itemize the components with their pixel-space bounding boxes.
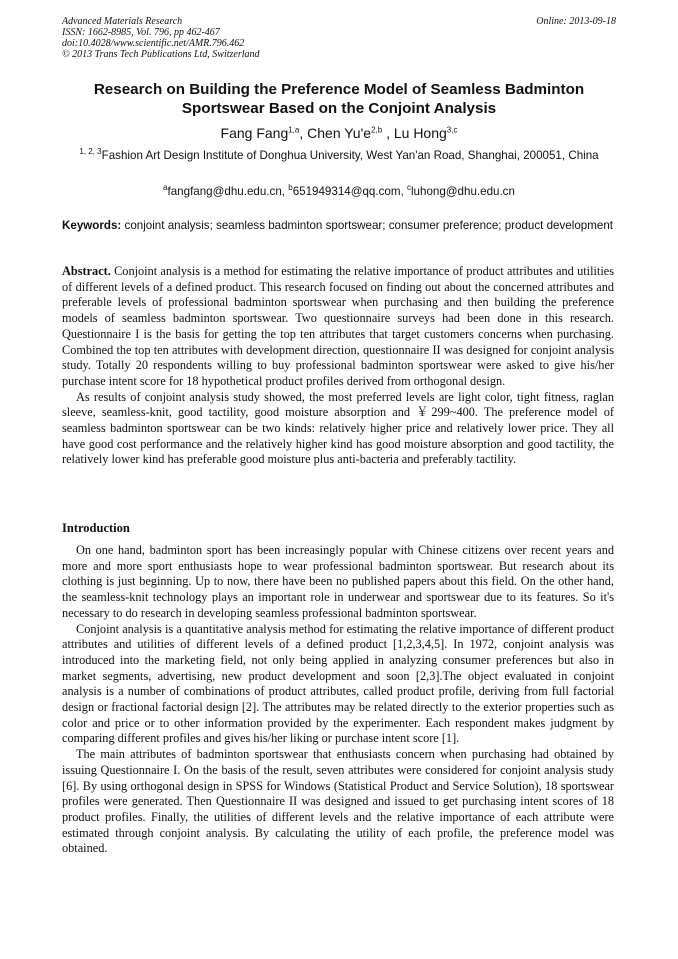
journal-issn: ISSN: 1662-8985, Vol. 796, pp 462-467 [62,27,220,38]
abstract [62,264,614,468]
journal-name: Advanced Materials Research [62,16,183,27]
paper-title: Research on Building the Preference Model of Seamless Badminton Sportswear Based on the Conjoint Analysis [93,81,585,117]
online-date: Online: 2013-09-18 [536,16,616,27]
email-address[interactable]: fangfang@dhu.edu.cn [167,185,282,198]
affiliation-text: Fashion Art Design Institute of Donghua University, West Yan'an Road, Shanghai, 200051, China [101,149,599,162]
email-sup: c [406,183,411,193]
introduction [62,543,614,857]
keywords-label: Keywords: [62,219,122,232]
author-sup: 1,a [288,125,300,135]
abstract-paragraph: Conjoint analysis is a method for estimating the relative importance of product attributes and utilities of different levels of a defined product. This research focused on finding out about the concerned attributes and preferable levels of professional badminton sportswear when purchasing and then building the preference models of seamless badminton sportswear. Two questionnaire surveys had been done in this research. Questionnaire I is the basis for getting the top ten attributes that target customers concerns when purchasing. Combined the top ten attributes with development direction, questionnaire II was designed for conjoint analysis study. Totally 20 respondents willing to buy professional badminton sportswear were asked to give his/her purchase intent score for 18 hypothetical product profiles derived from orthogonal design. [62,264,614,388]
author-name: Fang Fang [220,125,289,141]
email-list: $^a$fangfang@dhu.edu.cn, $^b$651949314@qq.com, $^c$luhong@dhu.edu.cn [163,183,515,198]
abstract-paragraph: As results of conjoint analysis study showed, the most preferred levels are light color, tight fitness, raglan sleeve, seamless-knit, good tactility, good moisture absorption and ￥299~400. The preference model of seamless badminton sportswear can be two kinds: relatively higher price and relatively lower price. They all have good cost performance and the relatively higher kind has good moisture absorption and good tactility, the relatively lower kind has preferable good moisture plus anti-bacteria and preferably tactility. [62,389,614,467]
intro-paragraph: On one hand, badminton sport has been increasingly popular with Chinese citizens over recent years and more and more sport enthusiasts hope to wear professional badminton sportswear. But research about its clothing is just beginning. Up to now, there have been no published papers about this field. On the other hand, the seamless-knit technology plays an important role in underwear and sportswear due to its features. So it's necessary to do research in developing seamless professional badminton sportswear. [62,543,614,620]
email-sup: b [288,183,293,193]
author-sup: 3,c [446,125,458,135]
journal-doi: doi:10.4028/www.scientific.net/AMR.796.462 [62,38,245,49]
keywords-text: conjoint analysis; seamless badminton sportswear; consumer preference; product development [124,219,613,232]
journal-header [62,16,616,60]
author-name: Lu Hong [393,125,447,141]
author-sup: 2,b [371,125,383,135]
author-name: Chen Yu'e [307,125,372,141]
abstract-label: Abstract. [62,264,111,278]
email-address[interactable]: 651949314@qq.com [292,185,401,198]
affiliation-sup: 1, 2, 3 [79,147,102,157]
keywords [62,218,614,234]
intro-paragraph: The main attributes of badminton sportswear that enthusiasts concern when purchasing had obtained by issuing Questionnaire I. On the basis of the result, seven attributes were considered for conjoint analysis study [6]. By using orthogonal design in SPSS for Windows (Statistical Product and Service Solution), 18 sportswear profiles were generated. Then Questionnaire II was designed and issued to get purchasing intent scores of 18 product profiles. Finally, the utilities of different levels and the relative importance of each attribute were estimated through conjoint analysis. By calculating the utility of each profile, the preference model was obtained. [62,747,614,856]
email-address[interactable]: luhong@dhu.edu.cn [410,185,515,198]
email-sup: a [163,183,168,193]
author-list: Fang Fang$^{1,a}$, Chen $Yu'e^{2,b}$ , Lu Hong$^{3,c}$ [220,125,458,141]
affiliation [60,148,618,164]
journal-copyright: © 2013 Trans Tech Publications Ltd, Switzerland [62,49,260,60]
section-heading: Introduction [62,521,130,535]
intro-paragraph: Conjoint analysis is a quantitative analysis method for estimating the relative importance of different product attributes and utilities of different levels of a defined product [1,2,3,4,5]. In 1972, conjoint analysis was introduced into the marketing field, not only being applied in analyzing consumer preferences but also in market segments, advertising, new product development and soon [2,3].The object evaluated in conjoint analysis is a number of combinations of product attributes, called product profile, deriving from full factorial design or fractional factorial design [2]. The attributes may be related directly to the exterior properties such as color and price or to other information provided by the experimenter. Each respondent makes judgment by comparing different profiles and gives his/her liking or purchase intent score [1]. [62,621,614,746]
